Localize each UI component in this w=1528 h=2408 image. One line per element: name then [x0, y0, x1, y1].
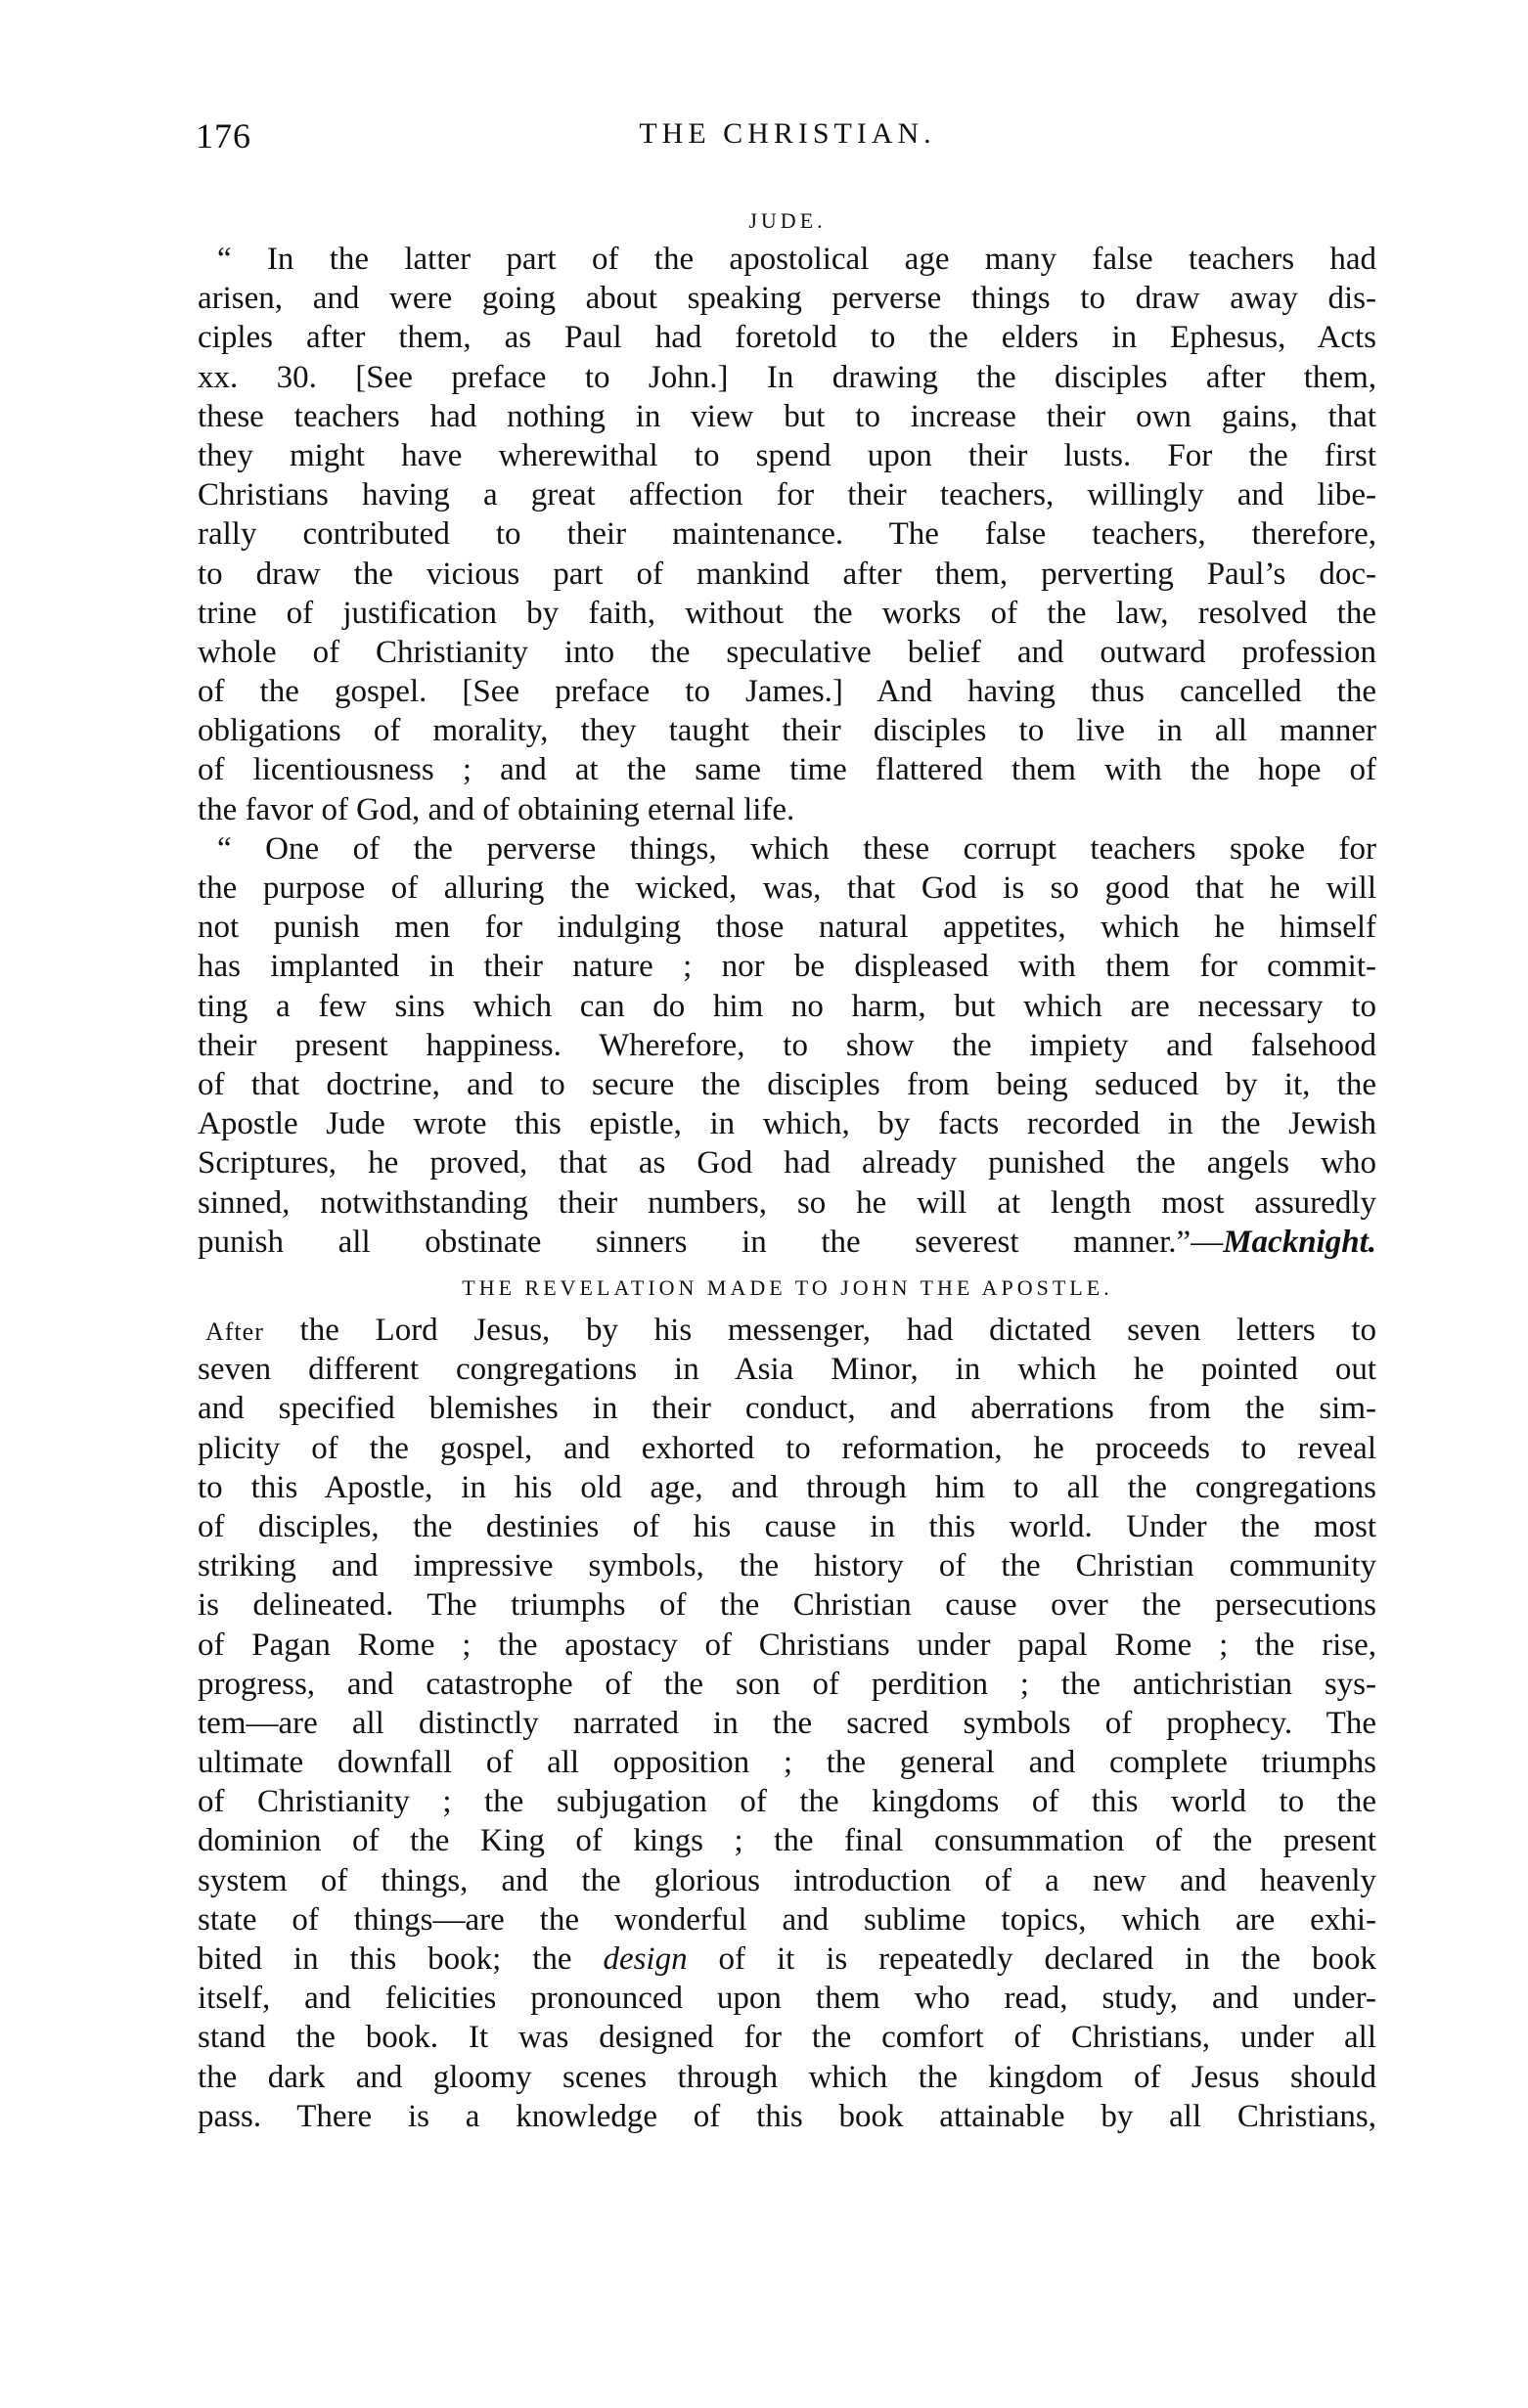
- text-line: Scriptures, he proved, that as God had already punished the angels who: [198, 1145, 1376, 1182]
- text-line: rally contributed to their maintenance. The false teachers, therefore,: [198, 516, 1376, 553]
- text-line: seven different congregations in Asia Minor, in which he pointed out: [198, 1352, 1376, 1388]
- text-line-design: [198, 1940, 1376, 1979]
- text-line: tem—are all distinctly narrated in the sacred symbols of prophecy. The: [198, 1705, 1376, 1741]
- text-line-first: [198, 1311, 1376, 1350]
- text-line: arisen, and were going about speaking perverse things to draw away dis-: [198, 281, 1376, 317]
- attribution-macknight: Macknight.: [1223, 1224, 1376, 1260]
- text-line: of Pagan Rome ; the apostacy of Christians under papal Rome ; the rise,: [198, 1627, 1376, 1663]
- text-line: and specified blemishes in their conduct, and aberrations from the sim-: [198, 1391, 1376, 1427]
- text-line: is delineated. The triumphs of the Christian cause over the persecutions: [198, 1587, 1376, 1624]
- final-line-text: punish all obstinate sinners in the severest manner.”—: [198, 1224, 1224, 1260]
- section-heading-jude: JUDE.: [748, 208, 827, 233]
- running-head: [196, 115, 1379, 160]
- text-line: “ In the latter part of the apostolical age many false teachers had: [217, 242, 1376, 277]
- text-line: the dark and gloomy scenes through which the kingdom of Jesus should: [198, 2059, 1376, 2095]
- text-line: ciples after them, as Paul had foretold to the elders in Ephesus, Acts: [198, 320, 1376, 356]
- text-line: they might have wherewithal to spend upon their lusts. For the first: [198, 437, 1376, 473]
- design-line-after: of it is repeatedly declared in the book: [687, 1941, 1376, 1977]
- text-line: obligations of morality, they taught their disciples to live in all manner: [198, 713, 1376, 749]
- text-line: itself, and felicities pronounced upon them who read, study, and under-: [198, 1981, 1376, 2017]
- text-line: dominion of the King of kings ; the final consummation of the present: [198, 1823, 1376, 1859]
- text-line: plicity of the gospel, and exhorted to reformation, he proceeds to reveal: [198, 1430, 1376, 1466]
- text-line: striking and impressive symbols, the history of the Christian community: [198, 1548, 1376, 1584]
- text-line-final: [198, 1223, 1376, 1262]
- text-line: sinned, notwithstanding their numbers, so he will at length most assuredly: [198, 1184, 1376, 1221]
- text-line: progress, and catastrophe of the son of perdition ; the antichristian sys-: [198, 1666, 1376, 1702]
- text-line: system of things, and the glorious introduction of a new and heavenly: [198, 1862, 1376, 1898]
- design-word: design: [603, 1941, 688, 1977]
- design-line-before: bited in this book; the: [198, 1941, 604, 1977]
- text-line: ultimate downfall of all opposition ; the general and complete triumphs: [198, 1745, 1376, 1781]
- text-line: trine of justification by faith, without the works of the law, resolved the: [198, 595, 1376, 631]
- text-line: not punish men for indulging those natural appetites, which he himself: [198, 910, 1376, 946]
- text-line: of disciples, the destinies of his cause in this world. Under the most: [198, 1508, 1376, 1544]
- running-title: THE CHRISTIAN.: [639, 117, 936, 150]
- text-line: state of things—are the wonderful and sublime topics, which are exhi-: [198, 1901, 1376, 1938]
- revelation-text-block: [198, 1311, 1376, 2136]
- text-line: has implanted in their nature ; nor be displeased with them for commit-: [198, 949, 1376, 985]
- text-line: ting a few sins which can do him no harm, but which are necessary to: [198, 988, 1376, 1024]
- text-line: “ One of the perverse things, which these corrupt teachers spoke for: [217, 830, 1376, 867]
- text-line: Christians having a great affection for their teachers, willingly and libe-: [198, 477, 1376, 513]
- text-line: the favor of God, and of obtaining eternal life.: [198, 791, 795, 827]
- text-line: these teachers had nothing in view but to increase their own gains, that: [198, 398, 1376, 434]
- text-line: Apostle Jude wrote this epistle, in which, by facts recorded in the Jewish: [198, 1106, 1376, 1142]
- opening-word: After: [205, 1317, 264, 1346]
- jude-text-block: [198, 240, 1376, 1262]
- text-line: stand the book. It was designed for the comfort of Christians, under all: [198, 2020, 1376, 2056]
- text-line: to this Apostle, in his old age, and through him to all the congregations: [198, 1469, 1376, 1505]
- text-line: of the gospel. [See preface to James.] And having thus cancelled the: [198, 674, 1376, 710]
- page-number: 176: [196, 116, 251, 156]
- text-line: xx. 30. [See preface to John.] In drawing the disciples after them,: [198, 359, 1376, 395]
- text-line: of Christianity ; the subjugation of the kingdoms of this world to the: [198, 1784, 1376, 1820]
- text-line: whole of Christianity into the speculative belief and outward profession: [198, 634, 1376, 670]
- text-line: pass. There is a knowledge of this book attainable by all Christians,: [198, 2098, 1376, 2134]
- text-line: of licentiousness ; and at the same time flattered them with the hope of: [198, 752, 1376, 788]
- text-line: their present happiness. Wherefore, to show the impiety and falsehood: [198, 1027, 1376, 1063]
- text-line: the purpose of alluring the wicked, was, that God is so good that he will: [198, 870, 1376, 906]
- text-line: to draw the vicious part of mankind after them, perverting Paul’s doc-: [198, 556, 1376, 592]
- section-heading-revelation: THE REVELATION MADE TO JOHN THE APOSTLE.: [462, 1275, 1113, 1300]
- first-line-text: the Lord Jesus, by his messenger, had dictated seven letters to: [263, 1313, 1376, 1348]
- text-line: of that doctrine, and to secure the disciples from being seduced by it, the: [198, 1066, 1376, 1102]
